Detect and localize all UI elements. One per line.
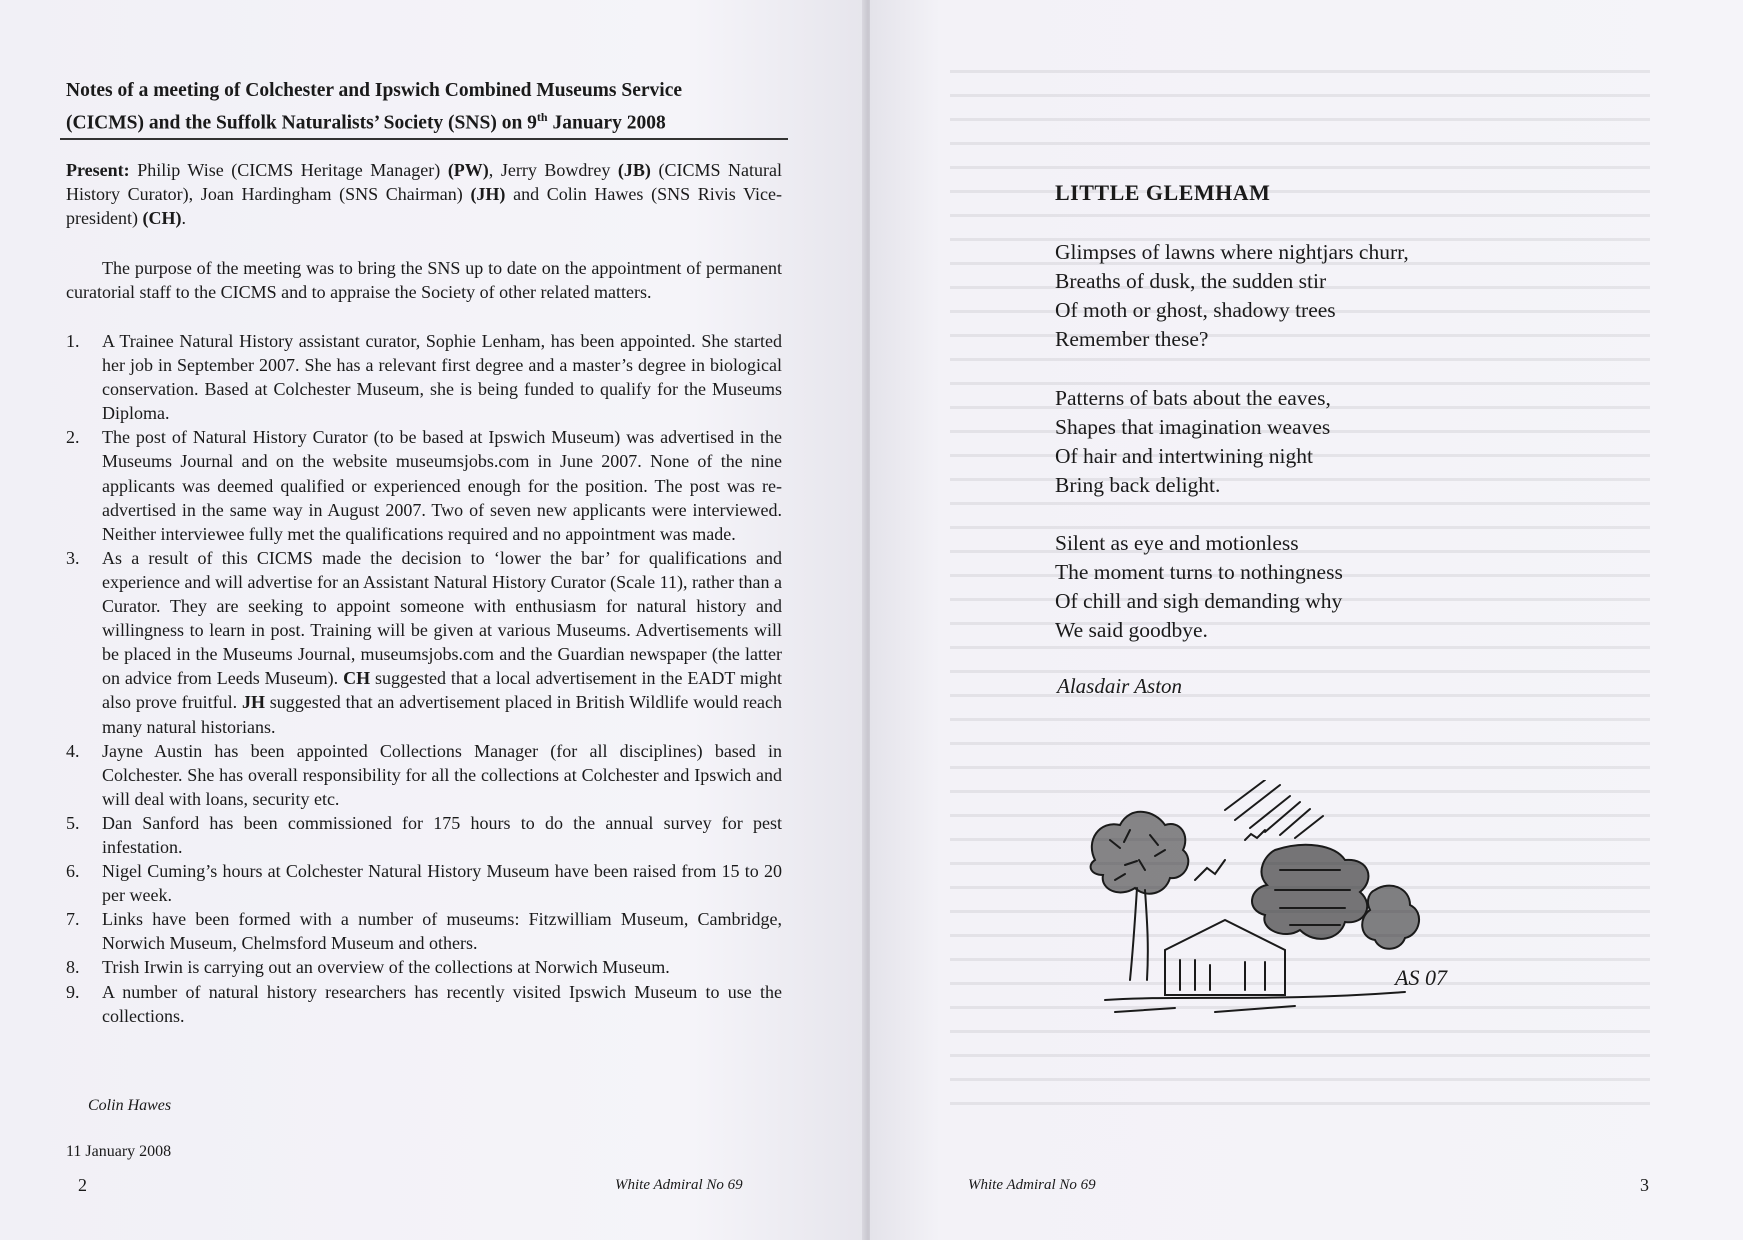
list-item: 4. Jayne Austin has been appointed Collections Manager (for all disciplines) based in Colchester. She has overall responsibility for all the collections at Colchester and Ipswich and will deal with loans, security etc. bbox=[66, 740, 782, 809]
meeting-items-list bbox=[66, 329, 782, 1028]
list-item: 3. As a result of this CICMS made the decision to ‘lower the bar’ for qualifications and experience and will advertise for an Assistant Natural History Curator (Scale 11), rather than a Curator. They are seeking to appoint someone with enthusiasm for natural history and willingness to learn in post. Training will be given at various Museums. Advertisements will be placed in the Museums Journal, museumsjobs.com and the Guardian newspaper (the latter on advice from Leeds Museum). CH suggested that a local advertisement in the EADT might also prove fruitful. JH suggested that an advertisement placed in British Wildlife would reach many natural historians. bbox=[66, 547, 782, 737]
poem-line: Of chill and sigh demanding why bbox=[1055, 589, 1343, 613]
poem-line: Of moth or ghost, shadowy trees bbox=[1055, 298, 1336, 322]
poem-line: The moment turns to nothingness bbox=[1055, 560, 1343, 584]
poem-line: Patterns of bats about the eaves, bbox=[1055, 386, 1331, 410]
sketch-signature: AS 07 bbox=[1395, 965, 1447, 990]
list-item: 2. The post of Natural History Curator (to be based at Ipswich Museum) was advertised in the Museums Journal and on the website museumsjobs.com in June 2007. None of the nine applicants was deemed qualified or experienced enough for the position. The post was re-advertised in the same way in August 2007. Two of seven new applicants were interviewed. Neither interviewee fully met the qualifications required and no appointment was made. bbox=[66, 427, 782, 544]
list-item: 7. Links have been formed with a number of museums: Fitzwilliam Museum, Cambridge, Norwich Museum, Chelmsford Museum and others. bbox=[66, 909, 782, 954]
poem-line: Of hair and intertwining night bbox=[1055, 444, 1313, 468]
poem-stanza-2 bbox=[1055, 384, 1475, 500]
poem-line: Bring back delight. bbox=[1055, 473, 1221, 497]
poem-line: Remember these? bbox=[1055, 327, 1209, 351]
title-divider bbox=[60, 138, 788, 140]
poem-stanza-3 bbox=[1055, 529, 1475, 645]
footer-right: White Admiral No 69 bbox=[968, 1177, 1096, 1193]
poem-line: Breaths of dusk, the sudden stir bbox=[1055, 269, 1327, 293]
title-line-1: Notes of a meeting of Colchester and Ipswich Combined Museums Service bbox=[66, 80, 683, 101]
list-item: 5. Dan Sanford has been commissioned for 175 hours to do the annual survey for pest infestation. bbox=[66, 812, 782, 857]
poem-line: We said goodbye. bbox=[1055, 618, 1208, 642]
footer-left: White Admiral No 69 bbox=[615, 1177, 743, 1193]
list-item: 1. A Trainee Natural History assistant curator, Sophie Lenham, has been appointed. She started her job in September 2007. She has a relevant first degree and a master’s degree in biological conservation. Based at Colchester Museum, she is being funded to qualify for the Museums Diploma. bbox=[66, 331, 782, 424]
poem-author: Alasdair Aston bbox=[1057, 674, 1183, 698]
page-number-right: 3 bbox=[1640, 1175, 1649, 1195]
poem-line: Silent as eye and motionless bbox=[1055, 531, 1299, 555]
left-page bbox=[0, 0, 866, 1240]
notes-date: 11 January 2008 bbox=[66, 1143, 172, 1160]
list-item: 8. Trish Irwin is carrying out an overview of the collections at Norwich Museum. bbox=[66, 957, 670, 978]
poem-stanza-1 bbox=[1055, 238, 1475, 354]
meeting-notes-title bbox=[66, 78, 786, 137]
list-item: 9. A number of natural history researchers has recently visited Ipswich Museum to use the collections. bbox=[66, 981, 782, 1026]
ink-sketch-illustration bbox=[1075, 780, 1465, 1040]
poem-line: Glimpses of lawns where nightjars churr, bbox=[1055, 240, 1409, 264]
poem-line: Shapes that imagination weaves bbox=[1055, 415, 1331, 439]
intro-paragraph: The purpose of the meeting was to bring the SNS up to date on the appointment of permanent curatorial staff to the CICMS and to appraise the Society of other related matters. bbox=[66, 258, 782, 302]
present-paragraph: Present: Philip Wise (CICMS Heritage Manager) (PW), Jerry Bowdrey (JB) (CICMS Natural History Curator), Joan Hardingham (SNS Chairman) (JH) and Colin Hawes (SNS Rivis Vice-president) (CH). bbox=[66, 160, 783, 228]
title-line-2: (CICMS) and the Suffolk Naturalists’ Society (SNS) on 9th January 2008 bbox=[66, 110, 666, 134]
list-item: 6. Nigel Cuming’s hours at Colchester Natural History Museum have been raised from 15 to 20 per week. bbox=[66, 861, 782, 906]
poem-title: LITTLE GLEMHAM bbox=[1055, 180, 1271, 205]
page-number-left: 2 bbox=[78, 1175, 87, 1195]
author-signature: Colin Hawes bbox=[88, 1097, 172, 1114]
